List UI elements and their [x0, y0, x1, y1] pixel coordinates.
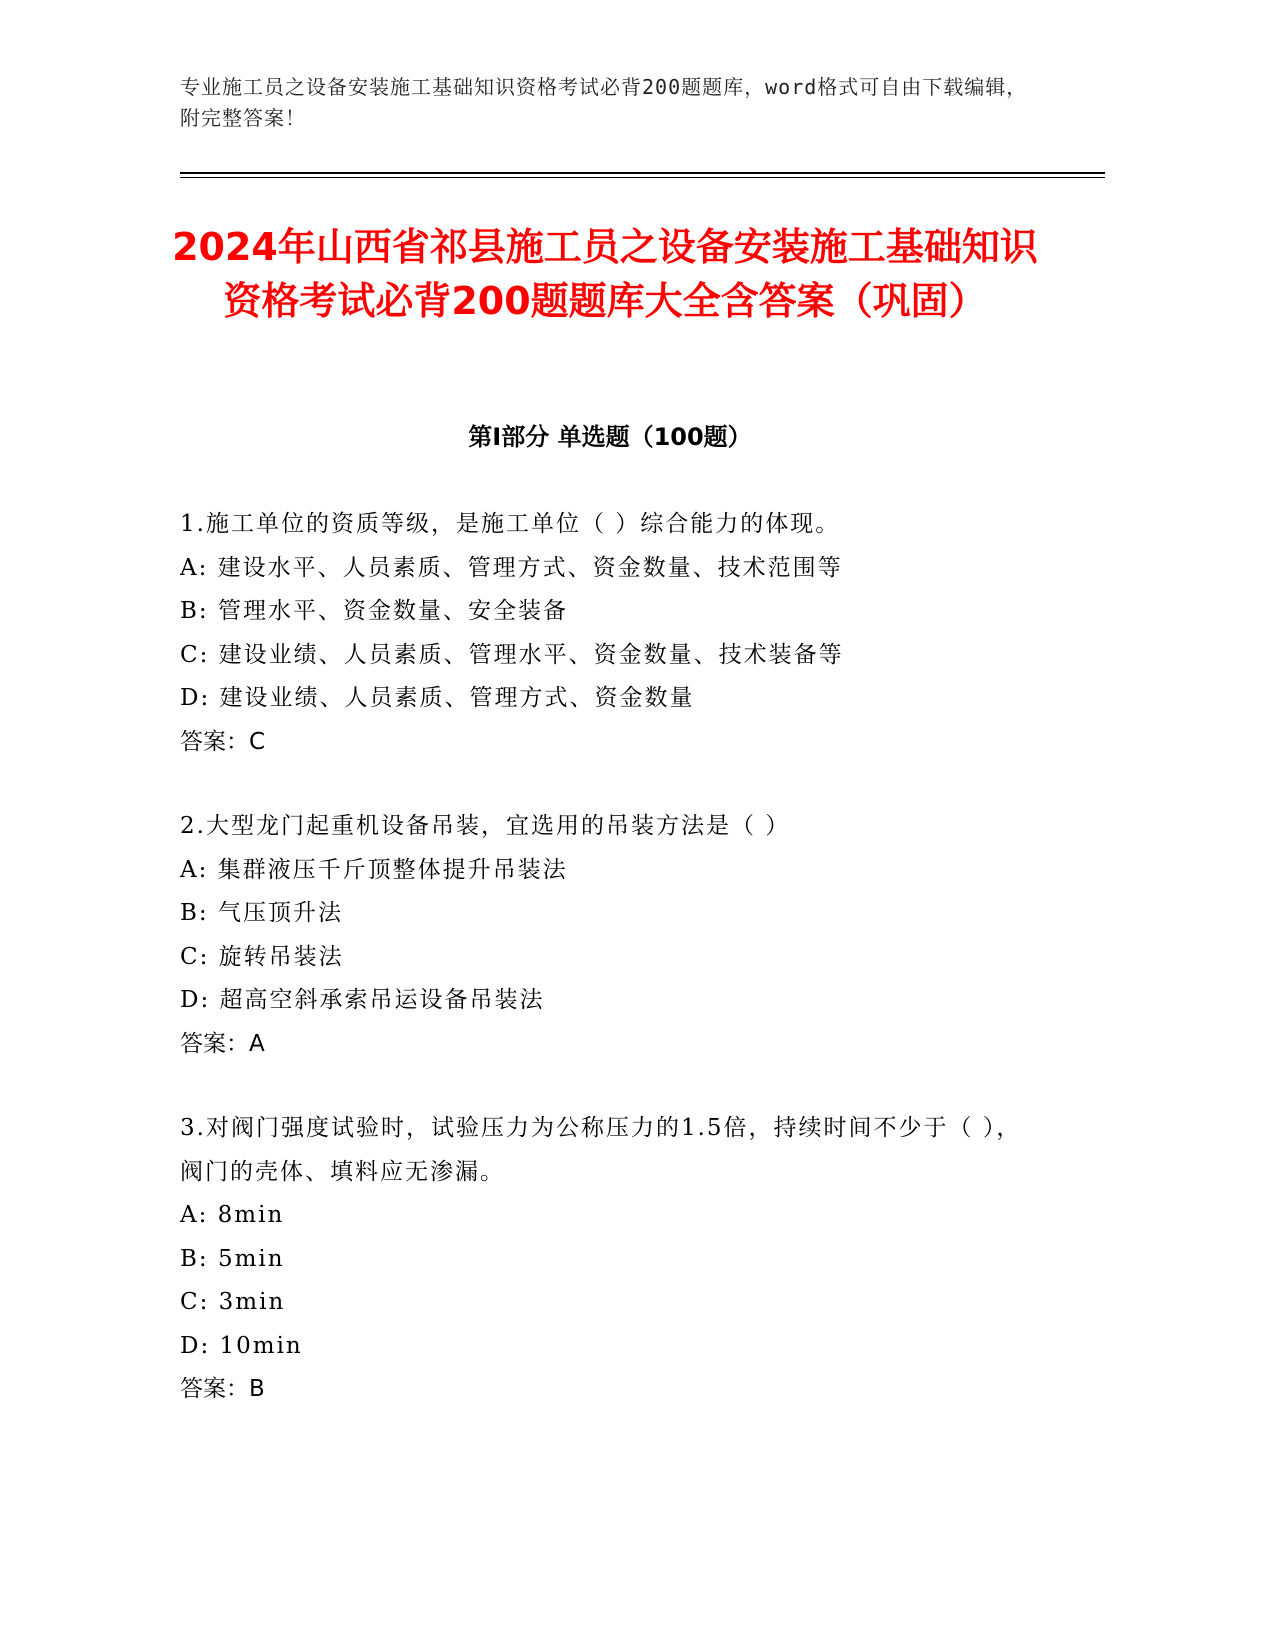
- option-c: C: 建设业绩、人员素质、管理水平、资金数量、技术装备等: [180, 641, 844, 668]
- option-b: B: 管理水平、资金数量、安全装备: [180, 598, 568, 624]
- option-a: A: 8min: [180, 1202, 285, 1228]
- option-d: D: 10min: [180, 1332, 303, 1359]
- answer-line: 答案：A: [180, 1030, 265, 1057]
- option-b: B: 气压顶升法: [180, 900, 343, 926]
- option-d: D: 超高空斜承索吊运设备吊装法: [180, 987, 545, 1013]
- answer-line: 答案：C: [180, 728, 266, 755]
- question-3: [180, 1107, 1040, 1412]
- option-c: C: 3min: [180, 1289, 286, 1315]
- header-note: 专业施工员之设备安装施工基础知识资格考试必背200题题库，word格式可自由下载编辑，附完整答案！: [180, 75, 1028, 130]
- question-stem: 1.施工单位的资质等级，是施工单位（ ）综合能力的体现。: [180, 511, 841, 537]
- question-1: [180, 503, 1040, 764]
- question-stem: 3.对阀门强度试验时，试验压力为公称压力的1.5倍，持续时间不少于（ ），阀门的壳体、填料应无渗漏。: [180, 1115, 1022, 1185]
- option-d: D: 建设业绩、人员素质、管理方式、资金数量: [180, 685, 695, 711]
- answer-line: 答案：B: [180, 1376, 265, 1402]
- header-divider-thin: [180, 177, 1105, 178]
- question-stem: 2.大型龙门起重机设备吊装，宜选用的吊装方法是（ ）: [180, 813, 791, 839]
- question-list: [180, 503, 1040, 1453]
- document-title: 2024年山西省祁县施工员之设备安装施工基础知识资格考试必背200题题库大全含答案（巩固）: [172, 225, 1038, 323]
- section-title: 第Ⅰ部分 单选题（100题）: [468, 423, 752, 451]
- option-c: C: 旋转吊装法: [180, 943, 344, 970]
- header-divider-thick: [180, 172, 1105, 174]
- option-b: B: 5min: [180, 1245, 285, 1272]
- option-a: A: 建设水平、人员素质、管理方式、资金数量、技术范围等: [180, 554, 843, 581]
- option-a: A: 集群液压千斤顶整体提升吊装法: [180, 856, 568, 883]
- question-2: [180, 805, 1040, 1066]
